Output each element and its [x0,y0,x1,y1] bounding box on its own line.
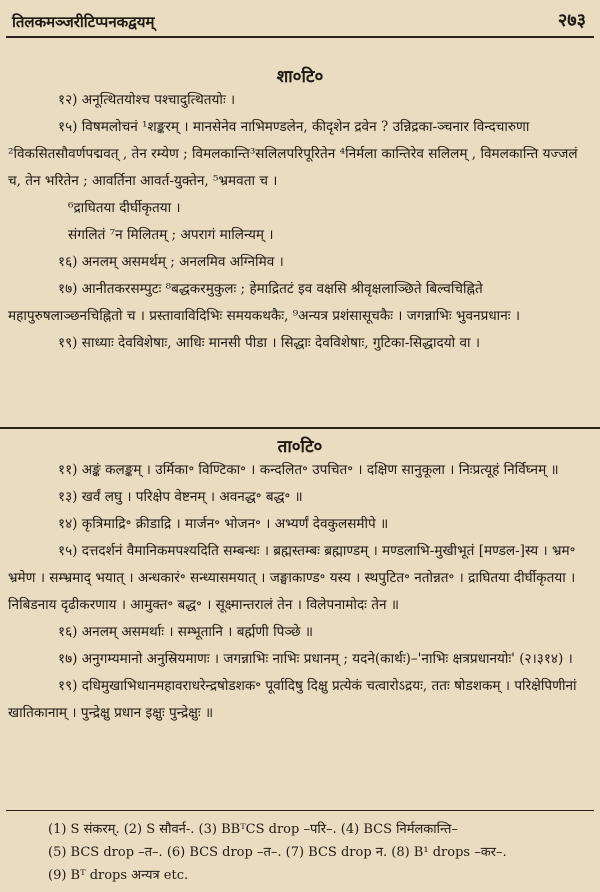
entry-11: ११) अङ्कं कलङ्कम् । उर्मिका॰ विण्टिका॰ । कन्दलित॰ उपचित॰ । दक्षिण सानुकूला । निःप्रत्यूहं निर्विघ्नम् ॥ [58,462,559,478]
entry-13: १३) खर्वं लघु । परिक्षेप वेष्टनम् । अवनद्ध॰ बद्ध॰ ॥ [58,489,303,505]
entry-16: १६) अनलम् असमर्थाः । सम्भूतानि । बर्ह्मणी पिञ्छे ॥ [58,624,314,640]
header-title: तिलकमञ्जरीटिप्पनकद्वयम् [12,13,155,31]
entry-15: १५) विषमलोचनं ¹शङ्करम् । मानसेनेव नाभिमण्डलेन, कीदृशेन द्रवेन ? उन्निद्रका-ञ्चनार विन्दचारुणा ²विकसितसौवर्णपद्मवत् , तेन रम्येण ; विमलकान्ति³सलिलपरिपूरितेन ⁴निर्मला कान्तिरेव सलिलम् , विमलकान्ति यज्जलं च, तेन भरितेन ; आवर्तिना आवर्त-युक्तेन, ⁵भ्रमवता च । [8,119,578,189]
footnote-line: (9) Bᵀ drops अन्यत्र etc. [48,868,189,883]
section-heading: ता०टि० [277,437,323,457]
footnote-line: (5) BCS drop –त–. (6) BCS drop –त–. (7) BCS drop न. (8) B¹ drops –कर–. [48,845,507,860]
section-divider [0,427,600,429]
entry-15-gloss-a: ⁶द्राघितया दीर्घीकृतया । [68,200,181,216]
page-number: २७३ [557,10,586,31]
running-header [6,6,594,38]
entry-17: १७) अनुगम्यमानो अनुस्रियमाणः । जगन्नाभिः नाभिः प्रधानम् ; यदने(कार्थः)–'नाभिः क्षत्रप्रधानयोः' (२।३१४) । [58,651,573,667]
entry-16: १६) अनलम् असमर्थम् ; अनलमिव अग्निमिव । [58,254,284,270]
entry-17: १७) आनीतकरसम्पुटः ⁸बद्धकरमुकुलः ; हेमाद्रितटं इव वक्षसि श्रीवृक्षलाञ्छिते बिल्वचिह्निते महापुरुषलाञ्छनचिह्नितो च । प्रस्तावाविदिभिः समयकथकैः, ⁹अन्यत्र प्रशंसासूचकैः । जगन्नाभिः भुवनप्रधानः । [8,281,520,324]
footnote-rule [6,810,594,811]
section-tala-tippana [0,434,600,727]
entry-15: १५) दत्तदर्शनं वैमानिकमपश्यदिति सम्बन्धः । ब्रह्मस्तम्बः ब्रह्माण्डम् । मण्डलाभि-मुखीभूतं [मण्डल-]स्य । भ्रम॰ भ्रमेण । सम्भ्रमाद् भयात् । अन्धकारं॰ सन्ध्यासमयात् । जङ्घाकाण्ड॰ यस्य । स्थपुटित॰ नतोन्नत॰ । द्राघितया दीर्घीकृतया । निबिडनाय दृढीकरणाय । आमुक्त॰ बद्ध॰ । सूक्ष्मान्तरालं तेन । विलेपनामोदः तेन ॥ [8,543,576,613]
section-shanti-tippana [0,64,600,357]
entry-19: १९) दधिमुखाभिधानमहावराधरेन्द्रषोडशक॰ पूर्वादिषु दिक्षु प्रत्येकं चत्वारोऽद्रयः, ततः षोडशकम् । परिक्षेपिणीनां खातिकानाम् । पुन्द्रेक्षु प्रधान इक्षुः पुन्द्रेक्षुः ॥ [8,678,577,721]
entry-14: १४) कृत्रिमाद्रि॰ क्रीडाद्रि । मार्जन॰ भोजन॰ । अभ्यर्णं देवकुलसमीपे ॥ [58,516,389,532]
section-heading: शा०टि० [276,67,324,87]
footnotes [48,818,590,887]
entry-19: १९) साध्याः देवविशेषाः, आधिः मानसी पीडा । सिद्धाः देवविशेषाः, गुटिका-सिद्धादयो वा । [58,335,481,351]
entry-12: १२) अनूत्थितयोश्च पश्चादुत्थितयोः । [58,92,236,108]
entry-15-gloss-b: संगलितं ⁷न मिलितम् ; अपरागं मालिन्यम् । [68,227,274,243]
footnote-line: (1) S संकरम्. (2) S सौवर्न-. (3) BBᵀCS drop –परि–. (4) BCS निर्मलकान्ति– [48,822,458,837]
